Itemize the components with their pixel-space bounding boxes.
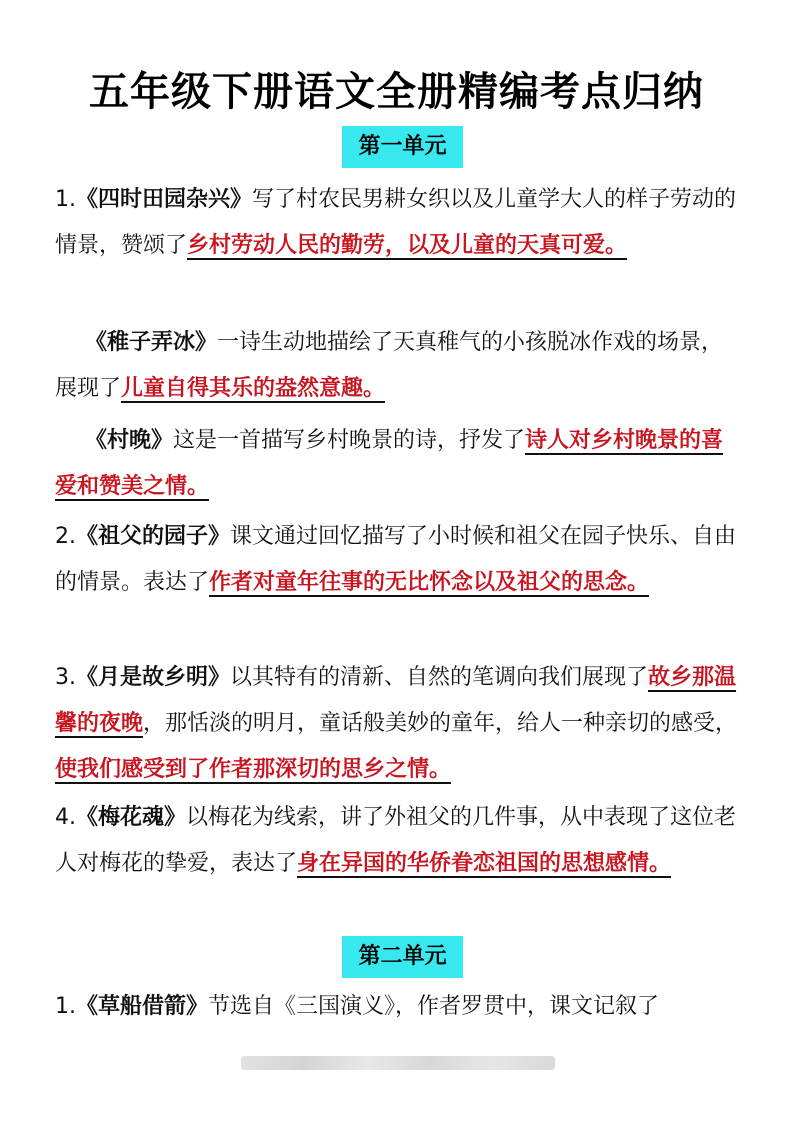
text-title: 《村晚》 [85, 428, 174, 453]
page-title: 五年级下册语文全册精编考点归纳 [89, 69, 704, 115]
item-text: 一诗生动地描绘了天真稚气的小孩脱冰作戏的场景，展现了 [55, 330, 724, 401]
text-title: 《月是故乡明》 [76, 665, 231, 690]
key-point: 诗人对乡村晚景的喜爱和赞美之情。 [55, 428, 724, 499]
key-point: 作者对童年往事的无比怀念以及祖父的思念。 [209, 570, 650, 595]
item-text: ，那恬淡的明月，童话般美妙的童年，给人一种亲切的感受， [143, 711, 738, 736]
blurred-footer [241, 1056, 555, 1070]
text-title: 《梅花魂》 [76, 805, 187, 830]
text-title: 《四时田园杂兴》 [76, 187, 253, 212]
text-title: 《稚子弄冰》 [85, 330, 218, 355]
unit1-item-4 [55, 795, 745, 887]
item-number: 2. [55, 524, 76, 549]
key-point: 故乡那温馨的夜晚 [55, 665, 737, 736]
key-point: 乡村劳动人民的勤劳，以及儿童的天真可爱。 [187, 233, 628, 258]
text-title: 《祖父的园子》 [76, 524, 231, 549]
unit2-item-1 [55, 984, 745, 1030]
unit-2-heading: 第二单元 [342, 936, 463, 978]
item-number: 1. [55, 994, 76, 1019]
item-text: 以梅花为线索，讲了外祖父的几件事，从中表现了这位老人对梅花的挚爱，表达了 [55, 805, 737, 876]
item-number: 4. [55, 805, 76, 830]
item-number: 3. [55, 665, 76, 690]
item-text: 节选自《三国演义》，作者罗贯中，课文记叙了 [208, 994, 660, 1019]
key-point: 使我们感受到了作者那深切的思乡之情。 [55, 757, 452, 782]
unit1-item-1b [55, 320, 745, 412]
key-point: 儿童自得其乐的盎然意趣。 [121, 376, 386, 401]
item-text: 以其特有的清新、自然的笔调向我们展现了 [230, 665, 649, 690]
unit1-item-1 [55, 177, 745, 269]
unit1-item-3 [55, 655, 745, 793]
unit-1-heading: 第一单元 [342, 126, 463, 168]
item-number: 1. [55, 187, 76, 212]
unit1-item-2 [55, 514, 745, 606]
text-title: 《草船借箭》 [76, 994, 209, 1019]
unit1-item-1c [55, 418, 745, 510]
key-point: 身在异国的华侨眷恋祖国的思想感情。 [297, 851, 672, 876]
item-text: 写了村农民男耕女织以及儿童学大人的样子劳动的情景，赞颂了 [55, 187, 737, 258]
item-text: 这是一首描写乡村晚景的诗，抒发了 [173, 428, 526, 453]
item-text: 课文通过回忆描写了小时候和祖父在园子快乐、自由的情景。表达了 [55, 524, 737, 595]
